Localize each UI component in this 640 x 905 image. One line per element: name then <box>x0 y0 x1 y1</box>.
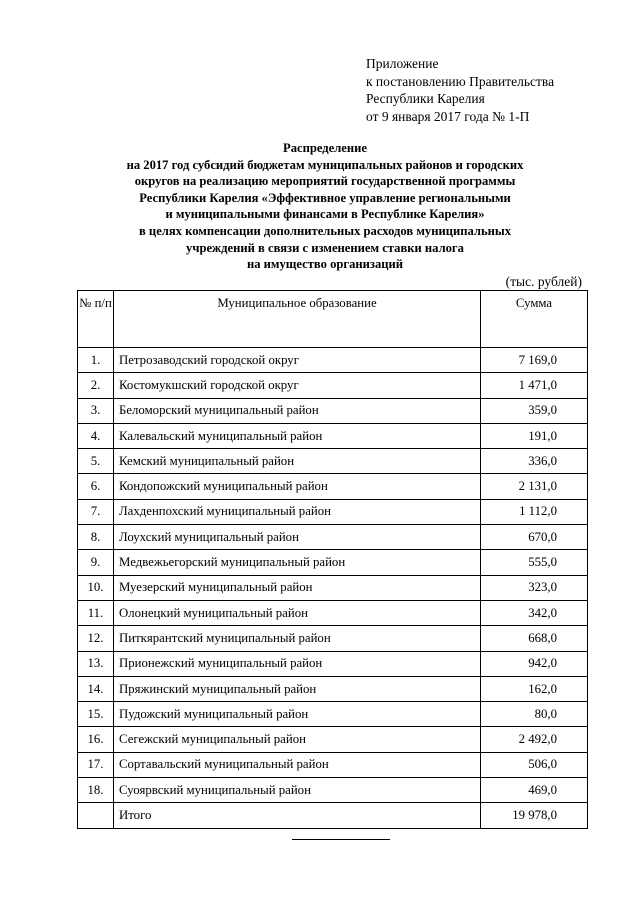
table-header-row <box>78 291 588 348</box>
title-line: и муниципальными финансами в Республике Карелия» <box>165 207 485 222</box>
row-sum: 323,0 <box>481 575 588 600</box>
row-number: 4. <box>78 423 114 448</box>
row-number: 16. <box>78 727 114 752</box>
row-number: 9. <box>78 550 114 575</box>
row-sum: 555,0 <box>481 550 588 575</box>
row-number: 12. <box>78 626 114 651</box>
row-sum: 7 169,0 <box>481 348 588 373</box>
document-title <box>60 140 590 273</box>
row-number: 7. <box>78 499 114 524</box>
row-number: 6. <box>78 474 114 499</box>
row-municipality: Кондопожский муниципальный район <box>114 474 481 499</box>
row-sum: 506,0 <box>481 752 588 777</box>
end-divider <box>292 839 390 840</box>
row-municipality: Прионежский муниципальный район <box>114 651 481 676</box>
row-sum: 670,0 <box>481 525 588 550</box>
row-sum: 162,0 <box>481 676 588 701</box>
title-line: на имущество организаций <box>246 257 404 272</box>
row-municipality: Костомукшский городской округ <box>114 373 481 398</box>
row-sum: 469,0 <box>481 778 588 803</box>
table-row <box>78 626 588 651</box>
row-sum: 2 492,0 <box>481 727 588 752</box>
table-row <box>78 702 588 727</box>
row-number: 8. <box>78 525 114 550</box>
row-sum: 668,0 <box>481 626 588 651</box>
header-municipality: Муниципальное образование <box>114 291 481 348</box>
row-municipality: Лоухский муниципальный район <box>114 525 481 550</box>
table-row <box>78 575 588 600</box>
title-line: учреждений в связи с изменением ставки налога <box>186 240 464 255</box>
row-municipality: Кемский муниципальный район <box>114 449 481 474</box>
row-number: 13. <box>78 651 114 676</box>
row-municipality: Сортавальский муниципальный район <box>114 752 481 777</box>
table-row <box>78 525 588 550</box>
row-sum: 191,0 <box>481 423 588 448</box>
appendix-block <box>366 55 554 125</box>
row-municipality: Петрозаводский городской округ <box>114 348 481 373</box>
row-municipality: Калевальский муниципальный район <box>114 423 481 448</box>
row-sum: 359,0 <box>481 398 588 423</box>
row-municipality: Медвежьегорский муниципальный район <box>114 550 481 575</box>
row-municipality: Беломорский муниципальный район <box>114 398 481 423</box>
title-line: в целях компенсации дополнительных расходов муниципальных <box>138 223 512 238</box>
table-row <box>78 474 588 499</box>
table-row <box>78 676 588 701</box>
row-sum: 342,0 <box>481 600 588 625</box>
table-row <box>78 398 588 423</box>
header-number: № п/п <box>78 291 114 348</box>
title-line: Республики Карелия «Эффективное управление региональными <box>139 190 511 205</box>
row-municipality: Суоярвский муниципальный район <box>114 778 481 803</box>
row-number: 15. <box>78 702 114 727</box>
table-row <box>78 752 588 777</box>
table-row <box>78 449 588 474</box>
appendix-line: от 9 января 2017 года № 1-П <box>366 108 530 124</box>
row-municipality: Олонецкий муниципальный район <box>114 600 481 625</box>
table-row <box>78 651 588 676</box>
row-sum: 2 131,0 <box>481 474 588 499</box>
table-row <box>78 778 588 803</box>
row-sum: 1 112,0 <box>481 499 588 524</box>
appendix-line: Республики Карелия <box>366 91 485 106</box>
title-line: Распределение <box>283 141 367 155</box>
row-sum: 942,0 <box>481 651 588 676</box>
row-municipality: Питкярантский муниципальный район <box>114 626 481 651</box>
row-municipality: Пряжинский муниципальный район <box>114 676 481 701</box>
row-number: 18. <box>78 778 114 803</box>
row-number: 3. <box>78 398 114 423</box>
row-municipality: Итого <box>114 803 481 828</box>
row-number: 1. <box>78 348 114 373</box>
row-sum: 336,0 <box>481 449 588 474</box>
row-municipality: Муезерский муниципальный район <box>114 575 481 600</box>
total-row <box>78 803 588 828</box>
units-label: (тыс. рублей) <box>505 274 582 289</box>
row-sum: 80,0 <box>481 702 588 727</box>
table-row <box>78 600 588 625</box>
table-row <box>78 499 588 524</box>
row-municipality: Лахденпохский муниципальный район <box>114 499 481 524</box>
table-row <box>78 373 588 398</box>
row-municipality: Сегежский муниципальный район <box>114 727 481 752</box>
row-number: 17. <box>78 752 114 777</box>
row-number: 2. <box>78 373 114 398</box>
appendix-line: к постановлению Правительства <box>366 73 555 89</box>
appendix-line: Приложение <box>366 56 439 71</box>
table-row <box>78 423 588 448</box>
distribution-table <box>77 290 588 829</box>
row-number <box>78 803 114 828</box>
row-number: 5. <box>78 449 114 474</box>
row-number: 10. <box>78 575 114 600</box>
table-row <box>78 727 588 752</box>
title-line: округов на реализацию мероприятий государственной программы <box>134 174 516 189</box>
row-number: 11. <box>78 600 114 625</box>
row-sum: 1 471,0 <box>481 373 588 398</box>
header-sum: Сумма <box>481 291 588 348</box>
row-sum: 19 978,0 <box>481 803 588 828</box>
row-number: 14. <box>78 676 114 701</box>
table-row <box>78 348 588 373</box>
row-municipality: Пудожский муниципальный район <box>114 702 481 727</box>
table-row <box>78 550 588 575</box>
title-line: на 2017 год субсидий бюджетам муниципальных районов и городских <box>126 157 524 172</box>
